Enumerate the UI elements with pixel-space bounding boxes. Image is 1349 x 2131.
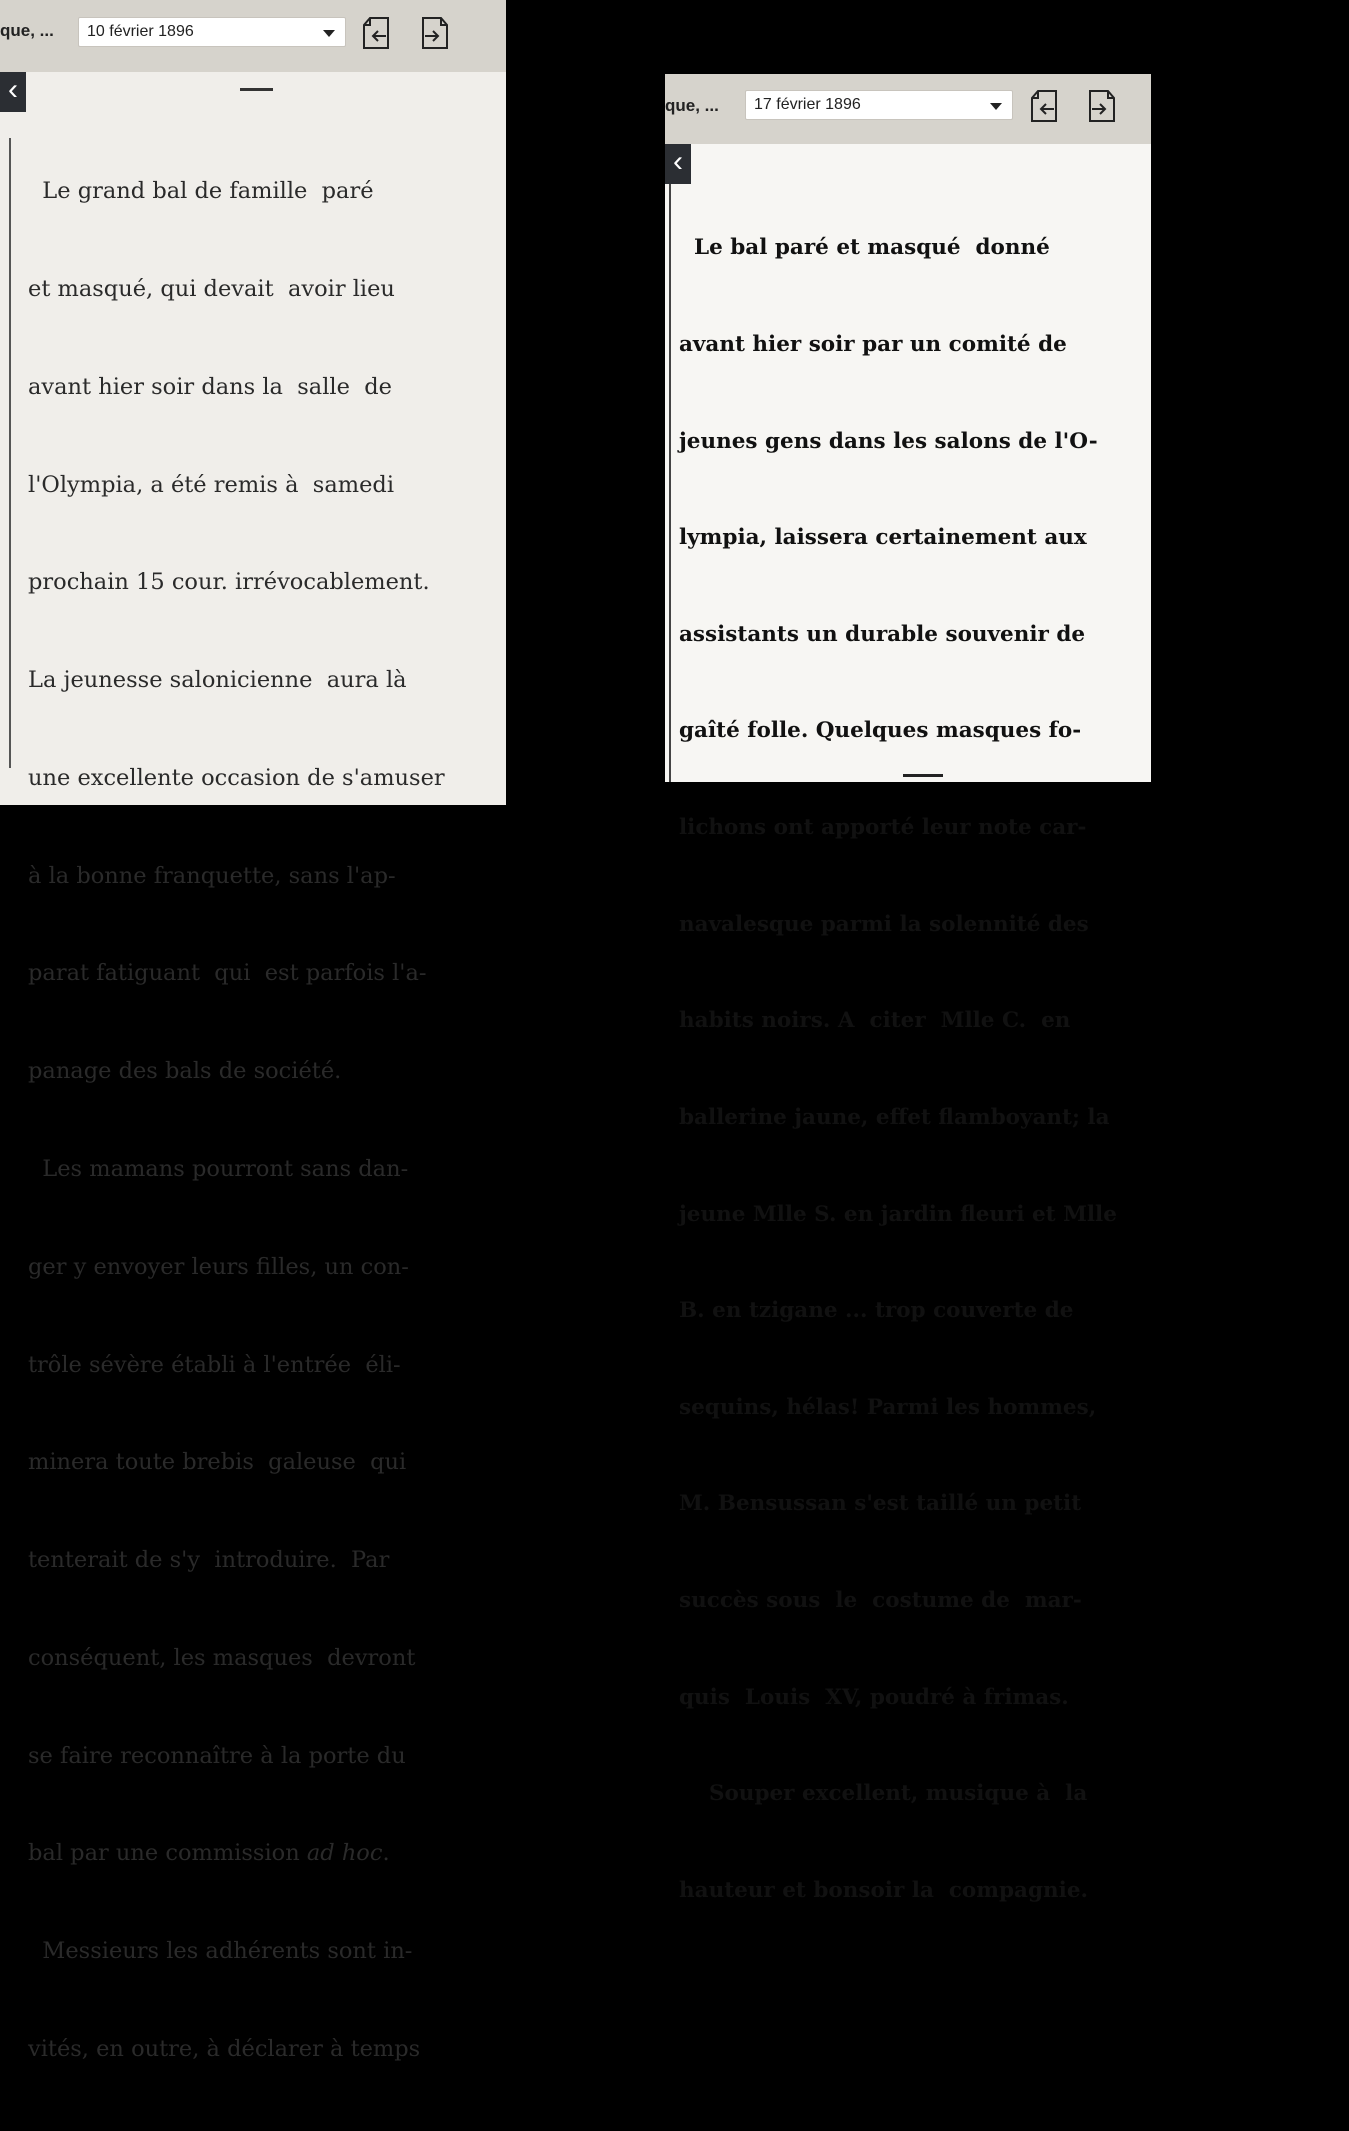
text-line: parat fatiguant qui est parfois l'a- (28, 960, 427, 987)
text-line: assistants un durable souvenir de (679, 621, 1086, 647)
date-select[interactable] (78, 17, 346, 47)
text-line: navalesque parmi la solennité des (679, 911, 1089, 937)
chevron-left-icon: ‹ (673, 145, 683, 178)
chevron-down-icon[interactable] (323, 30, 335, 37)
text-line: gaîté folle. Quelques masques fo- (679, 718, 1082, 744)
article-text-right (679, 168, 1117, 1971)
text-line: tenterait de s'y introduire. Par (28, 1547, 390, 1574)
text-line: lympia, laissera certainement aux (679, 525, 1087, 551)
section-heading-fragment (903, 774, 943, 785)
left-viewer (0, 0, 506, 2063)
text-line: B. en tzigane ... trop couverte de (679, 1298, 1074, 1324)
article-text-left (28, 110, 445, 2131)
text-line: trôle sévère établi à l'entrée éli- (28, 1351, 401, 1378)
text-line: Souper excellent, musique à la (679, 1781, 1088, 1807)
text-line: ballerine jaune, effet flamboyant; la (679, 1104, 1110, 1130)
text-line: habits noirs. A citer Mlle C. en (679, 1008, 1071, 1034)
text-line: Le grand bal de famille paré (28, 178, 374, 205)
text-line: conséquent, les masques devront (28, 1644, 416, 1671)
text-line: vités, en outre, à déclarer à temps (28, 2036, 421, 2063)
previous-page-icon[interactable] (1029, 89, 1059, 123)
toolbar (0, 0, 506, 72)
column-margin-line (669, 184, 671, 782)
text-line: sequins, hélas! Parmi les hommes, (679, 1394, 1097, 1420)
text-line: lichons ont apporté leur note car- (679, 815, 1087, 841)
text-line: hauteur et bonsoir la compagnie. (679, 1877, 1088, 1903)
text-line: se faire reconnaître à la porte du (28, 1742, 406, 1769)
text-line: M. Bensussan s'est taillé un petit (679, 1491, 1082, 1517)
text-line: avant hier soir dans la salle de (28, 373, 392, 400)
text-fragment-italic: ad hoc (306, 1840, 383, 1867)
text-line: prochain 15 cour. irrévocablement. (28, 569, 430, 596)
previous-page-icon[interactable] (361, 16, 391, 50)
chevron-down-icon[interactable] (990, 103, 1002, 110)
text-line: quis Louis XV, poudré à frimas. (679, 1684, 1069, 1710)
chevron-left-icon: ‹ (8, 73, 18, 106)
section-rule (240, 88, 273, 91)
text-line: Le bal paré et masqué donné (679, 235, 1050, 261)
back-button[interactable] (0, 72, 26, 112)
toolbar (665, 74, 1151, 144)
text-line (28, 1837, 445, 1870)
document-title[interactable]: que, ... (0, 21, 54, 40)
text-line: jeunes gens dans les salons de l'O- (679, 428, 1098, 454)
date-select[interactable] (745, 90, 1013, 120)
text-line: panage des bals de société. (28, 1058, 342, 1085)
next-page-icon[interactable] (420, 16, 450, 50)
document-title[interactable]: que, ... (665, 96, 719, 115)
text-line: avant hier soir par un comité de (679, 332, 1067, 358)
text-fragment: bal par une commission (28, 1840, 307, 1867)
text-fragment: . (382, 1840, 390, 1867)
text-line: Les mamans pourront sans dan- (28, 1156, 409, 1182)
text-line: La jeunesse salonicienne aura là (28, 667, 407, 694)
text-line: et masqué, qui devait avoir lieu (28, 275, 395, 302)
text-line: à la bonne franquette, sans l'ap- (28, 862, 396, 889)
date-select-value: 10 février 1896 (87, 23, 194, 40)
date-select-value: 17 février 1896 (754, 96, 861, 113)
right-viewer (665, 74, 1151, 1903)
text-line: l'Olympia, a été remis à samedi (28, 471, 395, 498)
text-line: jeune Mlle S. en jardin fleuri et Mlle (679, 1201, 1117, 1227)
next-page-icon[interactable] (1087, 89, 1117, 123)
text-line: une excellente occasion de s'amuser (28, 764, 445, 791)
text-line: ger y envoyer leurs filles, un con- (28, 1253, 409, 1280)
text-line: Messieurs les adhérents sont in- (28, 1938, 413, 1965)
text-line: succès sous le costume de mar- (679, 1587, 1082, 1613)
column-margin-line (9, 138, 11, 768)
text-line: minera toute brebis galeuse qui (28, 1449, 407, 1476)
